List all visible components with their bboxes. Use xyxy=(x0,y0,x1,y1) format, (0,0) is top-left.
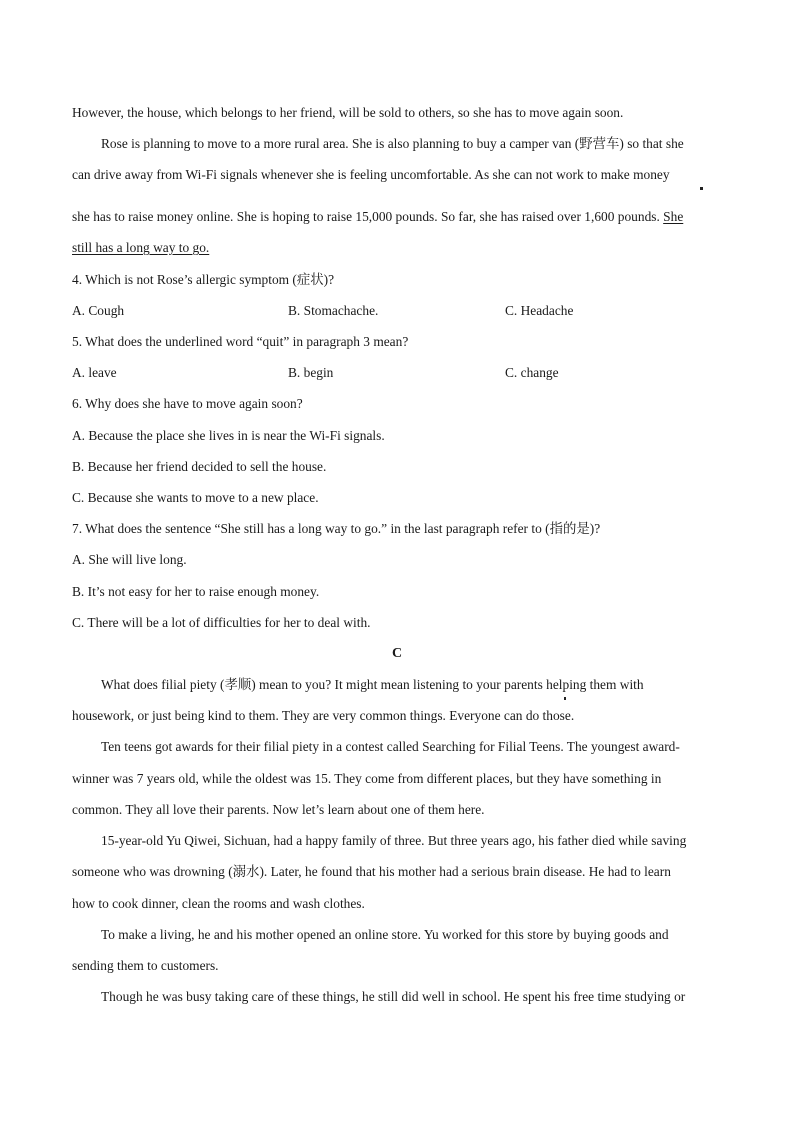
stray-mark xyxy=(700,187,703,190)
question-4-stem: 4. Which is not Rose’s allergic symptom (症状)? xyxy=(72,272,335,287)
question-4-option-b: B. Stomachache. xyxy=(288,303,379,318)
passage-b-line-4 xyxy=(72,209,722,225)
section-c-line-11: Though he was busy taking care of these things, he still did well in school. He spent his free time studying or xyxy=(101,989,686,1004)
question-5-option-b: B. begin xyxy=(288,365,334,380)
section-c-line-4: winner was 7 years old, while the oldest was 15. They come from different places, but they have something in xyxy=(72,771,662,786)
underlined-sentence-start: She xyxy=(663,209,684,224)
stray-mark xyxy=(564,697,566,700)
question-5-option-c: C. change xyxy=(505,365,559,380)
question-7-option-b: B. It’s not easy for her to raise enough money. xyxy=(72,584,320,599)
question-6-stem: 6. Why does she have to move again soon? xyxy=(72,396,303,411)
section-c-line-3: Ten teens got awards for their filial piety in a contest called Searching for Filial Teens. The youngest award- xyxy=(101,739,680,754)
question-6-option-a: A. Because the place she lives in is near the Wi-Fi signals. xyxy=(72,428,385,443)
passage-b-line-3: can drive away from Wi-Fi signals whenever she is feeling uncomfortable. As she can not work to make money xyxy=(72,167,670,182)
section-c-line-10: sending them to customers. xyxy=(72,958,219,973)
question-6-option-b: B. Because her friend decided to sell the house. xyxy=(72,459,327,474)
question-5-stem: 5. What does the underlined word “quit” in paragraph 3 mean? xyxy=(72,334,409,349)
section-c-line-9: To make a living, he and his mother opened an online store. Yu worked for this store by buying goods and xyxy=(101,927,669,942)
passage-b-line-2: Rose is planning to move to a more rural area. She is also planning to buy a camper van (野营车) so that she xyxy=(101,136,684,151)
section-c-title: C xyxy=(391,646,403,661)
question-7-option-c: C. There will be a lot of difficulties for her to deal with. xyxy=(72,615,371,630)
section-c-line-1: What does filial piety (孝顺) mean to you? It might mean listening to your parents helping them with xyxy=(101,677,644,692)
underlined-sentence-end: still has a long way to go. xyxy=(72,240,210,255)
section-c-line-8: how to cook dinner, clean the rooms and wash clothes. xyxy=(72,896,365,911)
passage-b-line-4-text: she has to raise money online. She is hoping to raise 15,000 pounds. So far, she has raised over 1,600 pounds. xyxy=(72,209,664,224)
question-5-option-a: A. leave xyxy=(72,365,117,380)
question-7-option-a: A. She will live long. xyxy=(72,552,187,567)
question-4-option-c: C. Headache xyxy=(505,303,574,318)
question-6-option-c: C. Because she wants to move to a new place. xyxy=(72,490,319,505)
section-c-line-2: housework, or just being kind to them. They are very common things. Everyone can do those. xyxy=(72,708,575,723)
passage-b-line-1: However, the house, which belongs to her friend, will be sold to others, so she has to move again soon. xyxy=(72,105,624,120)
section-c-line-5: common. They all love their parents. Now let’s learn about one of them here. xyxy=(72,802,485,817)
question-4-option-a: A. Cough xyxy=(72,303,125,318)
section-c-line-6: 15-year-old Yu Qiwei, Sichuan, had a happy family of three. But three years ago, his father died while saving xyxy=(101,833,687,848)
section-c-line-7: someone who was drowning (溺水). Later, he found that his mother had a serious brain disease. He had to learn xyxy=(72,864,671,879)
question-7-stem: 7. What does the sentence “She still has a long way to go.” in the last paragraph refer to (指的是)? xyxy=(72,521,601,536)
